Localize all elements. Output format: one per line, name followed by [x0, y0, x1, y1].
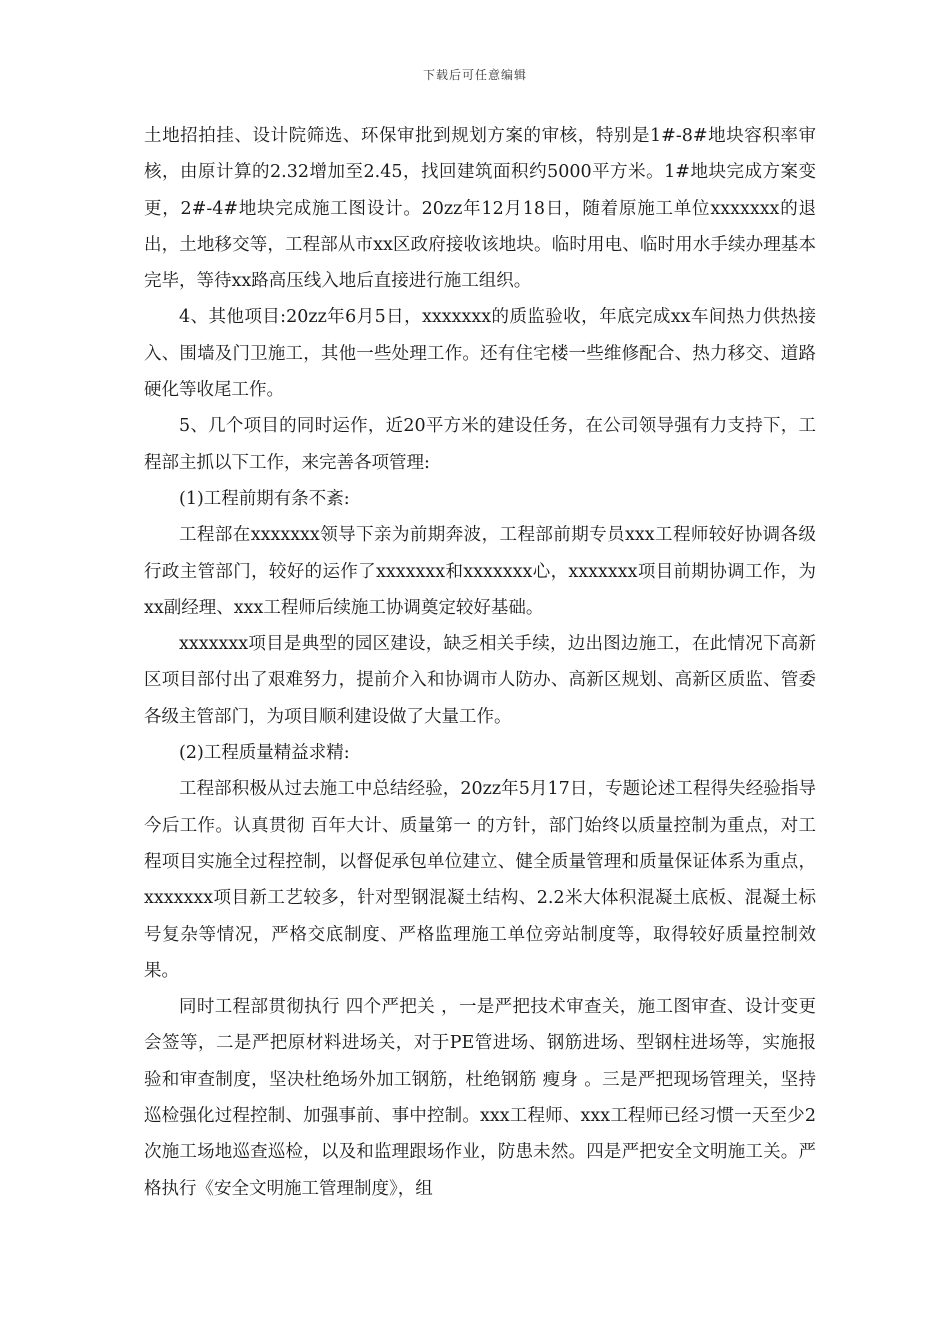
page-header: 下载后可任意编辑 — [422, 68, 527, 82]
paragraph-preliminary-work: 工程部在xxxxxxx领导下亲为前期奔波，工程部前期专员xxx工程师较好协调各级行政主管部门，较好的运作了xxxxxxx和xxxxxxx心，xxxxxxx项目前期协调工作，为xx副经理、xxx工程师后续施工协调奠定较好基础。 — [144, 525, 816, 618]
section-heading-preliminary: (1)工程前期有条不紊: — [179, 488, 350, 509]
paragraph-four-checks: 同时工程部贯彻执行 四个严把关 ，一是严把技术审查关，施工图审查、设计变更会签等，二是严把原材料进场关，对于PE管进场、钢筋进场、型钢柱进场等，实施报验和审查制度，坚决杜绝场外加工钢筋，杜绝钢筋 瘦身 。三是严把现场管理关，坚持巡检强化过程控制、加强事前、事中控制。xxx工程师、xxx工程师已经习惯一天至少2次施工场地巡查巡检，以及和监理跟场作业，防患未然。四是严把安全文明施工关。严格执行《安全文明施工管理制度》，组 — [144, 997, 816, 1199]
section-heading-quality: (2)工程质量精益求精: — [179, 743, 350, 764]
paragraph-concurrent-projects: 5、几个项目的同时运作，近20平方米的建设任务，在公司领导强有力支持下，工程部主抓以下工作，来完善各项管理: — [144, 416, 816, 473]
paragraph-park-construction: xxxxxxx项目是典型的园区建设，缺乏相关手续，边出图边施工，在此情况下高新区项目部付出了艰难努力，提前介入和协调市人防办、高新区规划、高新区质监、管委各级主管部门，为项目顺利建设做了大量工作。 — [144, 634, 816, 727]
paragraph-other-projects: 4、其他项目:20zz年6月5日，xxxxxxx的质监验收，年底完成xx车间热力供热接入、围墙及门卫施工，其他一些处理工作。还有住宅楼一些维修配合、热力移交、道路硬化等收尾工作。 — [144, 307, 816, 401]
paragraph-land-approval: 土地招拍挂、设计院筛选、环保审批到规划方案的审核，特别是1#-8#地块容积率审核，由原计算的2.32增加至2.45，找回建筑面积约5000平方米。1#地块完成方案变更，2#-4#地块完成施工图设计。20zz年12月18日，随着原施工单位xxxxxxx的退出，土地移交等，工程部从市xx区政府接收该地块。临时用电、临时用水手续办理基本完毕，等待xx路高压线入地后直接进行施工组织。 — [144, 126, 816, 292]
document-body — [144, 118, 816, 1207]
paragraph-quality-control: 工程部积极从过去施工中总结经验，20zz年5月17日，专题论述工程得失经验指导今后工作。认真贯彻 百年大计、质量第一 的方针，部门始终以质量控制为重点，对工程项目实施全过程控制，以督促承包单位建立、健全质量管理和质量保证体系为重点，xxxxxxx项目新工艺较多，针对型钢混凝土结构、2.2米大体积混凝土底板、混凝土标号复杂等情况，严格交底制度、严格监理施工单位旁站制度等，取得较好质量控制效果。 — [144, 779, 816, 981]
